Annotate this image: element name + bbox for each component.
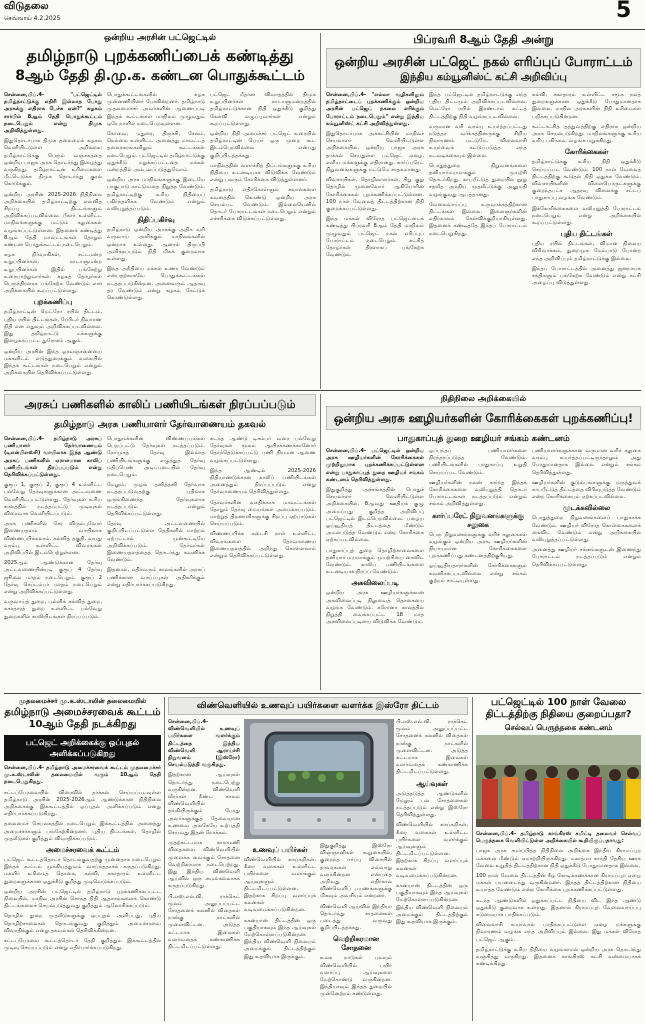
story3-col2 — [107, 436, 205, 689]
column-divider — [164, 697, 165, 1021]
story6-para: பி.எஸ்.எல்.வி. ராக்கெட் மூலம் அனுப்பப்பட்ட சோதனைக் கலனில் விதைகள் நான்கு நாட்களில் முளைவிட்டன. அடுத்த கட்டமாக இலைகள் வளர்வதைக் கண்காணிக்க திட்டமிடப்பட்டுள்ளது. — [396, 719, 468, 776]
story6-para: முதற்கட்டமாக காராமணி விதைகளை விண்வெளியில் முளைக்க வைக்கும் சோதனை வெற்றிகரமாக நடைபெற்றது. இது இந்திய விண்வெளி ஆய்வில் ஒரு மைல்கல்லாகக் கருதப்படுகிறது. — [168, 840, 240, 890]
story4-subhead: அகவிலைப்படி — [351, 579, 399, 588]
page-number: 5 — [616, 0, 632, 23]
story6-para: ககன்யான் திட்டத்தின் ஒரு பகுதியாகவும் இந்த ஆய்வுகள் மேற்கொள்ளப்படுகின்றன. இந்திய விண்வெளி நிலையம் அமைக்கும் திட்டத்திற்கும் இது உதவியாக இருக்கும். — [396, 883, 468, 926]
story2-para: வருமான வரி வரம்பு உயர்த்தப்பட்டது நடுத்தர வர்க்கத்தினருக்கு சிறிய நிவாரணம் மட்டுமே. விலைவாசி உயர்வைக் கட்டுப்படுத்த எந்த நடவடிக்கையும் இல்லை. — [429, 123, 527, 159]
story1-para: தமிழ்நாடு எதிர்கொள்ளும் சவால்களை கவனத்தில் கொண்டு ஒன்றிய அரசு செயல்பட வேண்டும். இல்லையெனில் தொடர் போராட்டங்கள் நடைபெறும் என்றும் எச்சரிக்கை விடுக்கப்பட்டுள்ளது. — [210, 187, 316, 223]
story1-para: ஒன்றிய அரசின் 2025-2026 நிதிநிலை அறிக்கையில் தமிழ்நாட்டிற்கு எவ்வித சிறப்பு திட்டங்களும் அறிவிக்கப்படவில்லை. பீகார் உள்ளிட்ட மாநிலங்களுக்கு மட்டும் சலுகைகள் வழங்கப்பட்டுள்ளன. இதனைக் கண்டித்து 8ஆம் தேதி மாவட்டங்கள் தோறும் கண்டன பொதுக்கூட்டம் நடைபெறும். — [4, 191, 102, 249]
story3-para: வருவாய்த் துறை, பள்ளிக் கல்வித் துறை, சுகாதாரத் துறை உள்ளிட்ட பல்வேறு துறைகளில் காலியிடங்கள் நிரப்பப்படும். — [4, 599, 102, 620]
story5-banner — [4, 735, 161, 761]
masthead — [0, 0, 645, 28]
section-rule — [4, 390, 641, 391]
story2-dateline: சென்னை,பிப்.4- "எல்லா வழிகளிலும் தமிழ்நாட்டைப் புறக்கணிக்கும் ஒன்றிய அரசின் பட்ஜெட் நகலை எரிக்கும் போராட்டம் நடைபெறும்" என்று இந்திய கம்யூனிஸ்ட் கட்சி அறிவித்துள்ளது. — [326, 92, 424, 127]
story6-para: ககன்யான் திட்டத்தின் ஒரு பகுதியாகவும் இந்த ஆய்வுகள் மேற்கொள்ளப்படுகின்றன. இந்திய விண்வெளி நிலையம் அமைக்கும் திட்டத்திற்கும் இது உதவியாக இருக்கும். — [244, 917, 316, 960]
story4-para: பாதுகாப்புத் துறை தொழிற்சாலைகளை தனியார் மயமாக்கும் முயற்சியை கைவிட வேண்டும். காலிப் பணியிடங்களை உடனடியாக நிரப்ப வேண்டும். — [326, 547, 424, 576]
story6-para: அடுத்தடுத்த ஆண்டுகளில் மேலும் பல சோதனைகள் நடத்தப்படும் என்று இஸ்ரோ தெரிவித்துள்ளது. — [396, 790, 468, 819]
story5-kicker: முதலமைச்சர் மு.க.ஸ்டாலின் தலைமையில் — [18, 697, 147, 705]
story3-para: இதனால், எதிர்வரும் காலங்களில் அரசுப் பணிக்கான வாய்ப்புகள் அதிகரிக்கும் என்று எதிர்பார்க்கப்படுகிறது. — [107, 567, 205, 588]
story4-subhead: கார்ப்பரேட் நிறுவனங்களுக்கு சலுகை — [432, 511, 524, 529]
story2-para: இந்த மக்கள் விரோத பட்ஜெட்டைக் கண்டித்து பிப்ரவரி 8ஆம் தேதி மாநிலம் முழுவதும் பட்ஜெட் நகல் எரிப்புப் போராட்டம் நடைபெறும். கட்சித் தோழர்கள் திரளாகப் பங்கேற்க வேண்டும். — [326, 216, 424, 259]
protest-photo — [476, 735, 641, 827]
story5-para: சட்டப்பேரவை கூட்டத்தொடர் தேதி குறித்தும் இக்கூட்டத்தில் முடிவு செய்யப்படும் என்று எதிர்பார்க்கப்படுகிறது. — [4, 938, 161, 952]
story5-headline: தமிழ்நாடு அமைச்சரவைக் கூட்டம் 10ஆம் தேதி நடக்கிறது — [4, 707, 161, 730]
story1-para: பட்ஜெட் மீதான விவாதத்தில் திமுக உறுப்பினர்கள் நாடாளுமன்றத்தில் தமிழ்நாட்டுக்கான நிதி ஒதுக்கீடு குறித்து கேள்வி எழுப்புவார்கள் என்றும் கூறப்பட்டுள்ளது. — [210, 92, 316, 127]
story2-subhead: கோரிக்கைகள் — [564, 148, 609, 157]
story1-headline2: 8ஆம் தேதி தி.மு.க. கண்டன பொதுக்கூட்டம் — [15, 68, 305, 84]
story2-para: விவசாயிகள், தொழிலாளர்கள், சிறு குறு தொழில் முனைவோர் ஆகியோரின் கோரிக்கைகள் புறக்கணிக்கப்பட்டுள்ளன. 100 நாள் வேலைத் திட்டத்திற்கான நிதி குறைக்கப்பட்டுள்ளது. — [326, 177, 424, 213]
story1-para: ஒன்றிய அரசின் இந்த ஓரவஞ்சனையை மக்களிடம் எடுத்துரைக்கும் வகையில் இந்தக் கூட்டங்கள் நடைபெறும் என்றும் அறிக்கையில் தெரிவிக்கப்பட்டுள்ளது. — [4, 348, 102, 377]
story6-subhead: ஆய்வுகள் — [416, 779, 448, 788]
story2-para: வேலைவாய்ப்பு உருவாக்கத்திற்கான திட்டங்கள் இல்லை. இளைஞர்களின் எதிர்காலம் கேள்விக்குறியாகியுள்ளது. இதனைக் கண்டித்தே இந்தப் போராட்டம் நடைபெறுகிறது. — [429, 201, 527, 237]
story2-col1 — [326, 92, 424, 387]
story7-col1 — [476, 831, 641, 1019]
story6-col3 — [320, 843, 392, 1019]
story4-col1 — [326, 448, 424, 689]
story1-dateline: சென்னை,பிப்.4- "பட்ஜெட்டில் தமிழ்நாட்டுக்கு எதிரி இல்லாத போது அரசுக்கு எதிராக பேச்சு ஏன்?" கழகம் சார்பில் 8ஆம் தேதி பொதுக்கூட்டம் நடைபெறும் என்று திமுக அறிவித்துள்ளது. — [4, 92, 102, 135]
story3-para: விண்ணப்பிக்க கடைசி நாள் உள்ளிட்ட விவரங்களை தேர்வாணைய இணையதளத்தில் அறிந்து கொள்ளலாம் என்றும் தெரிவிக்கப்பட்டுள்ளது. — [210, 531, 316, 560]
story1-kicker: ஒன்றிய அரசின் பட்ஜெட்டில் — [103, 33, 216, 43]
story7-dateline: சென்னை,பிப்.4- தமிழ்நாடு காங்கிரஸ் கமிட்டி தலைவர் செல்வப் பெருந்தகை வெளியிட்டுள்ள அறிக்கையில் கூறியிருப்பதாவது: — [476, 831, 641, 845]
story3-col3 — [210, 436, 316, 689]
column-divider — [472, 697, 473, 1021]
story7-para: 100 நாள் வேலை திட்டத்தின் கீழ் கோடிக்கணக்கான கிராமப்புற ஏழை மக்கள் பயனடைந்து வருகின்றனர். இந்தத் திட்டத்திற்கான நிதியை உயர்த்த வேண்டும் என்ற கோரிக்கை புறக்கணிக்கப்பட்டுள்ளது. — [476, 873, 641, 894]
story1-para: தமிழ்நாட்டின் மெட்ரோ ரயில் திட்டம், புதிய ரயில் திட்டங்கள், பேரிடர் நிவாரண நிதி என எதுவும் அறிவிக்கப்படவில்லை. இது தமிழ்நாட்டு மக்களுக்கு இழைக்கப்பட்ட துரோகம் ஆகும். — [4, 309, 102, 345]
crowd-image — [476, 735, 641, 827]
issue-date: செவ்வாய் 4.2.2025 — [4, 15, 61, 22]
story3-headline: அரசுப் பணிகளில் காலிப் பணியிடங்கள் நிரப்பப்படும் — [24, 398, 296, 411]
story5-dateline: சென்னை,பிப்.4- தமிழ்நாடு அமைச்சரவைக் கூட்டம் முதலமைச்சர் மு.க.ஸ்டாலின் தலைமையில் வரும் 10ஆம் தேதி நடைபெறுகிறது. — [4, 765, 161, 786]
story3-para: 2025ஆம் ஆண்டுக்கான தேர்வு அட்டவணையின்படி குரூப் 4 தேர்வு ஜூலை மாதம் நடைபெறும். குரூப் 2 தேர்வு செப்டம்பர் மாதம் நடைபெறும் என்று அறிவிக்கப்பட்டுள்ளது. — [4, 560, 102, 596]
story2-subhead: புதிய திட்டங்கள் — [560, 230, 613, 239]
story4-headline-box — [326, 406, 641, 430]
story4-kicker: நிதிநிலை அறிக்கையில் — [440, 394, 527, 403]
story4-para: ஓய்வூதியதாரர்களின் கோரிக்கைகளும் கவனிக்கப்படவில்லை என்று சங்கம் குற்றம் சாட்டியுள்ளது. — [429, 563, 527, 584]
story4-para: ஒப்பந்தப் பணியாளர்களை நிரந்தரப்படுத்த வேண்டும். பணியிடங்களில் பாதுகாப்பு உறுதி செய்யப்பட வேண்டும். — [429, 448, 527, 476]
story1-headline: தமிழ்நாடு புறக்கணிப்பைக் கண்டித்து — [26, 46, 294, 65]
story3-dateline: சென்னை,பிப்.4- தமிழ்நாடு அரசுப் பணியாளர் தேர்வாணையம் (டிஎன்பிஎஸ்சி) வாயிலாக இந்த ஆண்டு அரசுப் பணிகளில் ஏராளமான காலிப் பணியிடங்கள் நிரப்பப்படும் என்று தெரிவிக்கப்பட்டுள்ளது. — [4, 436, 102, 479]
story2-headline2: இந்திய கம்யூனிஸ்ட் கட்சி அறிவிப்பு — [400, 72, 567, 83]
story6-para: விண்வெளியில் காய்கறிகள், கீரை வகைகள் உள்ளிட்ட பயிர்களை வளர்க்கும் ஆய்வுகளும் திட்டமிடப்பட்டுள்ளன. இதற்காக சிறப்பு வளர்ப்புக் கலன்கள் வடிவமைக்கப்படுகின்றன. — [396, 822, 468, 879]
story2-col3 — [532, 92, 641, 387]
story3-para: குரூப் 1, குரூப் 2, குரூப் 4 உள்ளிட்ட பல்வேறு தேர்வுகளுக்கான அட்டவணை வெளியிடப்பட்டுள்ளது. தேர்வுகள் உரிய காலத்தில் நடத்தப்பட்டு முடிவுகள் விரைவாக வெளியிடப்படும். — [4, 482, 102, 518]
story5-para: பட்ஜெட் கூட்டத்தொடர் தொடங்குவதற்கு முன்னதாக நடைபெறும் இந்தக் கூட்டம் முக்கியத்துவம் வாய்ந்ததாகக் கருதப்படுகிறது. மகளிர் உரிமைத் தொகை, கல்வி, சுகாதாரம் உள்ளிட்ட துறைகளுக்கான ஒதுக்கீடு குறித்து முடிவெடுக்கப்படும். — [4, 857, 161, 885]
story1-para: ஒன்றிய அரசு மாநிலங்களுக்கு இடையே பாகுபாடு காட்டுவதை நிறுத்த வேண்டும். தமிழ்நாட்டிற்கு உரிய நிதியைப் பகிர்ந்தளிக்க வேண்டும் என்றும் வலியுறுத்தப்படும். — [107, 177, 205, 213]
story1-para: கோவை, மதுரை, திருச்சி, சேலம், நெல்லை உள்ளிட்ட அனைத்து மாவட்டத் தலைநகரங்களிலும் கூட்டங்கள் நடைபெறும். பட்ஜெட்டில் தமிழ்நாட்டுக்கு ஒதுக்கீடு மறுக்கப்பட்டதை மக்கள் மன்றத்தில் அம்பலப்படுத்துவோம். — [107, 131, 205, 174]
story4-col2 — [429, 448, 527, 689]
story5-para: ஒன்றிய அரசின் பட்ஜெட்டில் தமிழ்நாடு புறக்கணிக்கப்பட்ட நிலையில், மாநில அரசின் சொந்த நிதி ஆதாரங்களைக் கொண்டு திட்டங்களைச் செயல்படுத்துவது குறித்தும் ஆலோசிக்கப்படும். — [4, 888, 161, 910]
story4-col3 — [532, 448, 641, 689]
story2-para: தமிழ்நாட்டுக்கு உரிய நிதி ஒதுக்கீடு செய்யப்பட வேண்டும். 100 நாள் வேலைத் திட்டத்திற்கு கூடுதல் நிதி ஒதுக்க வேண்டும். விவசாயிகளின் விளைபொருட்களுக்கு குறைந்தபட்ச ஆதரவு விலைக்கு சட்டப் பாதுகாப்பு வழங்க வேண்டும். — [532, 159, 641, 202]
story2-para: பொதுத்துறை நிறுவனங்களை தனியார்மயமாக்கும் முயற்சி தொடர்கிறது. காப்பீட்டுத் துறையில் நூறு சதவீத அந்நிய முதலீட்டுக்கு அனுமதி வழங்குவது ஆபத்தானது. — [429, 162, 527, 198]
story2-headline-box — [326, 48, 641, 88]
story6-subhead: உணவுப் பயிர்கள் — [252, 846, 308, 854]
story2-para: புதிய ரயில் திட்டங்கள், விமான நிலைய விரிவாக்கம், துறைமுக மேம்பாடு போன்ற எந்த அறிவிப்பும் தமிழ்நாட்டுக்கு இல்லை. — [532, 241, 641, 262]
story3-para: தேர்வு அட்டவணையில் குறிப்பிடப்பட்டுள்ள தேதிகளில் மாற்றம் ஏற்பட்டால் முன்கூட்டியே அறிவிக்கப்படும். தேர்வர்கள் இணையதளத்தைத் தொடர்ந்து கவனிக்க வேண்டும். — [107, 521, 205, 564]
story5-banner-text: பட்ஜெட் அறிக்கைக்கு ஒப்புதல் அளிக்கப்படுகிறது — [25, 738, 140, 758]
story3-headline-box — [4, 394, 316, 416]
column-divider — [320, 33, 321, 389]
story3-col1 — [4, 436, 102, 689]
story1-para: ஒன்றிய நிதி அமைச்சர் பட்ஜெட் உரையில் தமிழ்நாட்டின் பெயர் ஒரு முறை கூட இடம்பெறவில்லை என்பது குறிப்பிடத்தக்கது. — [210, 131, 316, 159]
story4-para: ஒன்றிய அரசு ஊழியர்களுக்கான அகவிலைப்படி நிலுவைத் தொகையை வழங்க வேண்டும். கரோனா காலத்தில் நிறுத்தி வைக்கப்பட்ட 18 மாத அகவிலைப்படியை விடுவிக்க வேண்டும். — [326, 590, 424, 626]
story1-subhead: புறக்கணிப்பு — [33, 298, 73, 307]
story6-headline: விண்வெளியில் உணவுப் பயிர்களை வளர்க்க இஸ்ரோ திட்டம் — [196, 701, 440, 711]
story1-para: தமிழ்நாடு ஒன்றிய அரசுக்கு அதிக வரி வருவாய் அளிக்கும் மாநிலங்களில் ஒன்றாக உள்ளது. ஆனால் திருப்பி அளிக்கப்படும் நிதி மிகக் குறைவாக உள்ளது. — [107, 227, 205, 263]
story1-para: இதுதொடர்பாக திமுக தலைமைக் கழகம் வெளியிட்டுள்ள அறிக்கை: தமிழ்நாட்டுக்கு பெரும் வஞ்சகத்தை ஒன்றிய பாஜக அரசு தொடர்ந்து இழைத்து வருகிறது. தமிழ்நாட்டின் உரிமைகளை மீட்டெடுக்க திமுக தொடர்ந்து குரல் கொடுக்கும். — [4, 138, 102, 188]
story1-col2-subhead: நிதிப்பகிர்வு — [137, 216, 175, 225]
story7-subheadline: செல்வப் பெருந்தகை கண்டனம் — [504, 723, 613, 732]
story6-headline-box — [168, 697, 468, 715]
story3-para: இந்த ஆண்டில் 2025-2026 நிதியாண்டுக்கான காலிப் பணியிடங்கள் அனைத்தும் நிரப்பப்படும் என்று தேர்வாணையம் தெரிவித்துள்ளது. — [210, 467, 316, 496]
story5-para: தலைமைச் செயலகத்தில் நடைபெறும் இக்கூட்டத்தில் அனைத்து அமைச்சர்களும் பங்கேற்கின்றனர். புதிய திட்டங்கள், தொழில் முதலீடுகள் குறித்தும் விவாதிக்கப்படும். — [4, 821, 161, 842]
story6-para: உலக நாடுகள் பலவும் விண்வெளியில் பயிர் வளர்ப்பு ஆய்வுகளை மேற்கொண்டு வருகின்றன. இந்தியாவும் இந்தத் துறையில் முன்னேற்றம் கண்டுள்ளது. — [320, 955, 392, 998]
masthead-rule — [0, 29, 645, 30]
story6-dateline: சென்னை,பிப்.4- விண்வெளியில் உணவுப் பயிர்களை வளர்க்கும் திட்டத்தை இந்திய விண்வெளி ஆராய்ச்சி நிறுவனம் (இஸ்ரோ) செயல்படுத்தி வருகிறது. — [168, 719, 240, 769]
story2-para: இதுதொடர்பாக அக்கட்சியின் மாநிலச் செயலாளர் வெளியிட்டுள்ள அறிக்கையில், ஒன்றிய பாஜக அரசு தாக்கல் செய்துள்ள பட்ஜெட் ஏழை, எளிய மக்களுக்கு எதிரானது. கார்ப்பரேட் நிறுவனங்களுக்கு மட்டுமே சாதகமானது. — [326, 131, 424, 174]
story3-para: தேர்வர்களின் வசதிக்காக மாவட்டங்கள் தோறும் தேர்வு மையங்கள் அமைக்கப்படும். மாற்றுத் திறனாளிகளுக்கு சிறப்பு ஏற்பாடுகள் செய்யப்படும். — [210, 499, 316, 528]
story1-col2 — [107, 92, 205, 387]
story6-para: இதுகுறித்து இஸ்ரோ விஞ்ஞானிகள் கூறுகையில், குறைந்த ஈர்ப்பு விசையில் தாவரங்கள் எவ்வாறு வளர்கின்றன என்பதை அறிவது எதிர்கால விண்வெளிப் பயணங்களுக்கு மிகவும் அவசியம் என்றனர். — [320, 843, 392, 900]
story2-para: கூட்டாட்சித் தத்துவத்திற்கு எதிராக ஒன்றிய அரசு செயல்படுகிறது. மாநிலங்களுக்கு உரிய வரிப் பகிர்வை வழங்க மறுக்கிறது. — [532, 123, 641, 145]
story7-headline: பட்ஜெட்டில் 100 நாள் வேலை திட்டத்திற்கு நிதியை குறைப்பதா? — [485, 697, 632, 720]
story7-para: கடந்த ஆண்டுகளில் ஒதுக்கப்பட்ட நிதியை விட இந்த ஆண்டு ஒதுக்கீடு குறைவாக உள்ளது. இதனால் கிராமப்புற வேலைவாய்ப்பு கடுமையாக பாதிக்கப்படும். — [476, 897, 641, 919]
story3-para: மேலும், முழங் தனித்தனி தேர்வாக நடத்தப்படுவதற்கு பதிலாக ஒருங்கிணைந்த தேர்வுகளாக நடத்தப்படும் என்றும் தெரிவிக்கப்பட்டுள்ளது. — [107, 482, 205, 518]
story2-headline: ஒன்றிய அரசின் பட்ஜெட் நகல் எரிப்புப் போராட்டம் — [334, 54, 633, 69]
story4-subheadline: பாதுகாப்புத் துறை ஊழியர் சங்கம் கண்டனம் — [397, 434, 570, 444]
story3-para: பொதுமக்களின் விண்ணப்பங்கள் பெறப்பட்டு தேர்வுகள் நடத்தப்படும். நேர்முகத் தேர்வு இல்லாத பணியிடங்களுக்கு எழுத்துத் தேர்வு மதிப்பெண் அடிப்படையில் தேர்வு நடைபெறும். — [107, 436, 205, 479]
story4-para: இதுகுறித்து அச்சங்கத்தின் பொதுச் செயலாளர் வெளியிட்டுள்ள அறிக்கையில், 8ஆவது ஊதியக் குழு அமைப்பது குறித்த அறிவிப்பு பட்ஜெட்டில் இடம்பெறவில்லை. பழைய ஓய்வூதியத் திட்டத்தை மீண்டும் அமல்படுத்த வேண்டும் என்ற கோரிக்கை ஏற்கப்படவில்லை. — [326, 487, 424, 544]
story3-subheadline: தமிழ்நாடு அரசு பணியாளர் தேர்வாணையம் தகவல் — [54, 420, 266, 430]
spacecraft-window-image — [244, 719, 394, 839]
story5-subhead: அமைச்சரவைக் கூட்டம் — [45, 846, 120, 855]
story6-col2 — [244, 843, 316, 1019]
story5-body — [4, 765, 161, 1020]
spacecraft-plant-experiment-photo — [244, 719, 394, 839]
story1-col3 — [210, 92, 316, 387]
story6-para: இதற்கான ஆய்வுகள் தொடர்ந்து நடைபெற்று வருகின்றன. விண்வெளி வீரர்கள் நீண்ட காலம் விண்வெளியில் தங்கியிருக்கும் போது அவர்களுக்குத் தேவையான உணவை அங்கேயே உற்பத்தி செய்வது இதன் நோக்கம். — [168, 772, 240, 837]
story4-para: அனைத்து ஊழியர் சங்கங்களுடன் இணைந்து போராட்டம் நடத்தப்படும் என்றும் தெரிவிக்கப்பட்டுள்ளது. — [532, 547, 641, 568]
story3-para: கடந்த ஆண்டு டிசம்பர் வரை பல்வேறு தேர்வுகள் மூலம் ஆயிரக்கணக்கானோர் தேர்ந்தெடுக்கப்பட்டு பணி நியமன ஆணை வழங்கப்பட்டுள்ளது. — [210, 436, 316, 464]
story1-para: மாநிலத்தின் வளர்ச்சித் திட்டங்களுக்கு உரிய நிதியை உடனடியாக விடுவிக்க வேண்டும் என்று பலரும் கோரிக்கை விடுத்துள்ளனர். — [210, 162, 316, 184]
story5-para: தொழில் துறை முதலீடுகளுக்கு ஒப்புதல் அளிப்பது, புதிய தொழிற்சாலைகள் தொடங்குவது குறித்தும் அமைச்சரவை விவாதிக்கும் என்று தகவல்கள் தெரிவிக்கின்றன. — [4, 913, 161, 934]
story5-para: சட்டப்பேரவையில் விரைவில் தாக்கல் செய்யப்படவுள்ள தமிழ்நாடு அரசின் 2025-2026ஆம் ஆண்டுக்கான நிதிநிலை அறிக்கைக்கு இக்கூட்டத்தில் ஒப்புதல் அளிக்கப்படும் என்று எதிர்பார்க்கப்படுகிறது. — [4, 789, 161, 818]
story2-kicker: பிப்ரவரி 8ஆம் தேதி அன்று — [413, 33, 554, 46]
story2-col2 — [429, 92, 527, 387]
story7-para: விலைவாசி உயர்வால் பாதிக்கப்பட்டுள்ள ஏழை மக்களுக்கு நிவாரணம் வழங்க எந்த அறிவிப்பும் இல்லை. இது மக்கள் விரோத பட்ஜெட் ஆகும். — [476, 922, 641, 943]
story2-para: இக்கோரிக்கைகளை வலியுறுத்தி போராட்டம் நடைபெறும் என்று அறிக்கையில் கூறப்பட்டுள்ளது. — [532, 205, 641, 227]
story4-para: ஊழியர்களின் நலன் சார்ந்த இந்தக் கோரிக்கைகளை வலியுறுத்தி தொடர் போராட்டங்கள் நடத்தப்படும் என்றும் சங்கம் அறிவித்துள்ளது. — [429, 479, 527, 508]
story6-para: பி.எஸ்.எல்.வி. ராக்கெட் மூலம் அனுப்பப்பட்ட சோதனைக் கலனில் விதைகள் நான்கு நாட்களில் முளைவிட்டன. அடுத்த கட்டமாக இலைகள் வளர்வதைக் கண்காணிக்க திட்டமிடப்பட்டுள்ளது. — [168, 893, 240, 951]
section-rule — [4, 693, 641, 694]
story6-para: விண்வெளி ஆய்வில் இந்தியா தொடர்ந்து சாதனைகள் படைத்து வருவது குறிப்பிடத்தக்கது. — [320, 903, 392, 932]
story3-para: அரசு பணிகளில் சேர விரும்புவோர் இணையதளம் வாயிலாக விண்ணப்பிக்கலாம். கல்வித் தகுதி, வயது வரம்பு உள்ளிட்ட விவரங்கள் அறிவிப்பில் இடம்பெற்றுள்ளன. — [4, 521, 102, 557]
story6-col4 — [396, 719, 468, 1019]
story2-para: கல்வி, சுகாதாரம் உள்ளிட்ட சமூக நலத் துறைகளுக்கான ஒதுக்கீடு போதுமானதாக இல்லை. மாநில அரசுகளின் நிதி உரிமைகள் பறிக்கப்படுகின்றன. — [532, 92, 641, 120]
story6-col1 — [168, 719, 240, 1019]
story6-para: விண்வெளியில் காய்கறிகள், கீரை வகைகள் உள்ளிட்ட பயிர்களை வளர்க்கும் ஆய்வுகளும் திட்டமிடப்பட்டுள்ளன. இதற்காக சிறப்பு வளர்ப்புக் கலன்கள் வடிவமைக்கப்படுகின்றன. — [244, 857, 316, 914]
story1-para: கழக நிர்வாகிகள், சட்டமன்ற உறுப்பினர்கள், நாடாளுமன்ற உறுப்பினர்கள் இதில் பங்கேற்று உரையாற்றுவார்கள். கழகத் தோழர்கள் பெருந்திரளாக பங்கேற்க வேண்டும் என அறிக்கையில் கூறப்பட்டுள்ளது. — [4, 252, 102, 295]
story6-subhead: வெற்றிகரமான சோதனை — [333, 935, 379, 953]
story4-para: பெரு நிறுவனங்களுக்கு வரிச் சலுகைகள் வழங்கும் ஒன்றிய அரசு, ஊழியர்களின் நியாயமான கோரிக்கைகளை புறக்கணிப்பது கண்டனத்திற்குரியது. — [429, 531, 527, 560]
story4-para: பணியாளர்களுக்கான வருமான வரிச் சலுகை வரம்பு உயர்த்தப்பட்டிருந்தாலும் அது போதுமானதாக இல்லை என்றும் சங்கம் தெரிவித்துள்ளது. — [532, 448, 641, 476]
story1-para: பொதுக்கூட்டங்களில் கழக முன்னணியினர் பேசுகின்றனர். தமிழ்நாடு முதலமைச்சர் அவர்களின் ஆணைப்படி இந்தக் கூட்டங்கள் மாநிலம் முழுவதும் ஒரே நாளில் நடைபெறவுள்ளன. — [107, 92, 205, 127]
story2-para: இந்தப் போராட்டத்தில் அனைத்து ஜனநாயக சக்திகளும் பங்கேற்க வேண்டும் என்று கட்சி அழைப்பு விடுத்துள்ளது. — [532, 265, 641, 287]
story7-para: பாஜக அரசு சமர்ப்பித்த நிதிநிலை அறிக்கை இந்திய கிராமப்புற மக்களை மீண்டும் ஏமாற்றியிருக்கிறது. மகாத்மா காந்தி தேசிய ஊரக வேலை உறுதித் திட்டத்திற்கான நிதி ஒதுக்கீடு போதுமானதாக இல்லை. — [476, 848, 641, 869]
story2-para: இந்த பட்ஜெட்டில் தமிழ்நாட்டுக்கு எந்த புதிய திட்டமும் அறிவிக்கப்படவில்லை. மெட்ரோ ரயில் இரண்டாம் கட்டத் திட்டத்திற்கு நிதி வழங்கப்படவில்லை. — [429, 92, 527, 120]
story7-para: தமிழ்நாட்டுக்கு உரிய நிதியை வழங்காமல் ஒன்றிய அரசு தொடர்ந்து வஞ்சித்து வருகிறது. இதனைக் காங்கிரஸ் கட்சி வன்மையாகக் கண்டிக்கிறது. — [476, 946, 641, 968]
story1-col1 — [4, 92, 102, 387]
story4-headline: ஒன்றிய அரசு ஊழியர்களின் கோரிக்கைகள் புறக்கணிப்பு! — [333, 411, 634, 425]
story4-para: ஊழியர்களின் குடும்பங்களுக்கு மருத்துவக் காப்பீட்டுத் திட்டத்தை விரிவுபடுத்த வேண்டும் என்ற கோரிக்கையும் ஏற்கப்படவில்லை. — [532, 479, 641, 501]
story4-para: பொதுத்துறை நிறுவனங்களைப் பாதுகாக்க வேண்டும். ஊழியர் விரோத கொள்கைகளைக் கைவிட வேண்டும் என்று அறிக்கையில் வலியுறுத்தப்பட்டுள்ளது. — [532, 515, 641, 544]
column-divider — [320, 394, 321, 690]
story4-dateline: சென்னை,பிப்.4- பட்ஜெட்டில் ஒன்றிய அரசு ஊழியர்களின் கோரிக்கைகள் முற்றிலுமாக புறக்கணிக்கப்பட்டுள்ளன என்று பாதுகாப்புத் துறை ஊழியர் சங்கம் கண்டனம் தெரிவித்துள்ளது. — [326, 448, 424, 483]
story4-subhead: முடக்கவில்லை — [562, 504, 611, 513]
newspaper-name: விடுதலை — [4, 1, 49, 12]
story1-para: இந்த அநீதியை மக்கள் உணர வேண்டும் என்பதற்காகவே பொதுக்கூட்டங்கள் நடத்தப்படுகின்றன. அனைவரும் ஆதரவு தர வேண்டும் என்று கழகம் கேட்டுக் கொண்டுள்ளது. — [107, 266, 205, 302]
